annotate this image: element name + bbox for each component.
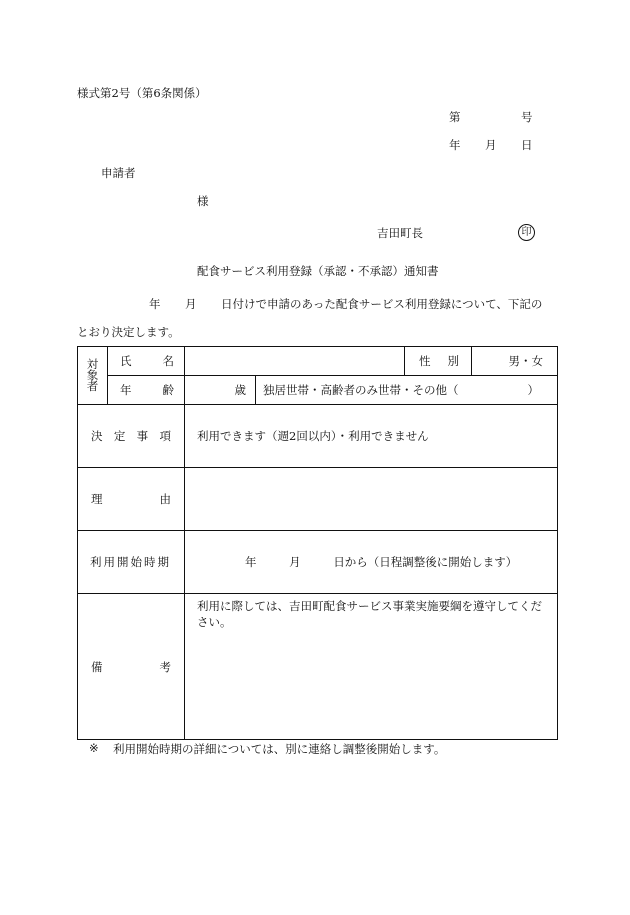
body-text-line2: とおり決定します。 [77,325,180,339]
seal-mark: 印 [518,224,535,241]
subject-label-text: 対象者 [86,357,99,393]
document-title: 配食サービス利用登録（承認・不承認）通知書 [197,264,439,278]
remarks-label [78,594,185,740]
remarks-text: 利用に際しては、吉田町配食サービス事業実施要綱を遵守してください。 [197,599,542,629]
start-label-text: 利用開始時期 [90,555,171,569]
start-year: 年 [245,555,257,569]
footnote-mark: ※ [89,741,99,755]
age-unit: 歳 [234,383,246,397]
start-month: 月 [289,555,301,569]
remarks-field[interactable] [185,594,558,740]
body-text-line1: 日付けで申請のあった配食サービス利用登録について、下記の [221,297,543,311]
subject-label [78,347,108,405]
gender-label [405,347,472,376]
decision-label-3: 事 [136,429,149,443]
decision-label-4: 項 [159,429,171,443]
name-field[interactable] [185,347,405,376]
body-year: 年 [149,297,161,311]
decision-value[interactable] [185,405,558,468]
reason-label-1: 理 [91,492,103,506]
date-year: 年 [449,138,461,152]
gender-label-2: 別 [447,354,459,368]
decision-value-text: 利用できます（週2回以内）・利用できません [197,429,429,443]
gender-options[interactable]: 男・女 [472,347,558,376]
date-month: 月 [485,138,497,152]
applicant-label: 申請者 [101,166,136,180]
decision-label-2: 定 [113,429,126,443]
age-label [108,376,185,405]
household-options: 独居世帯・高齢者のみ世帯・その他（ [263,383,459,397]
household-close: ） [527,383,539,397]
name-label-2: 名 [162,354,174,368]
remarks-label-2: 考 [159,659,171,674]
reason-label [78,468,185,531]
start-text: 日から（日程調整後に開始します） [333,555,518,569]
remarks-label-1: 備 [91,659,103,674]
age-label-1: 年 [120,383,132,397]
form-number: 様式第2号（第6条関係） [77,86,207,100]
start-field[interactable] [185,531,558,594]
gender-label-1: 性 [419,354,431,368]
issuer-name: 吉田町長 [377,226,423,240]
body-month: 月 [185,297,197,311]
honorific: 様 [197,194,209,208]
name-label-1: 氏 [120,354,132,368]
reason-field[interactable] [185,468,558,531]
name-label [108,347,185,376]
decision-label-1: 決 [91,429,103,443]
doc-number-suffix: 号 [521,110,533,124]
notice-table [77,346,558,740]
age-label-2: 齢 [162,383,174,397]
date-day: 日 [521,138,533,152]
household-field[interactable] [256,376,558,405]
doc-number-prefix: 第 [449,110,461,124]
decision-label [78,405,185,468]
start-label [78,531,185,594]
reason-label-2: 由 [159,492,171,506]
footnote-text: 利用開始時期の詳細については、別に連絡し調整後開始します。 [113,742,446,756]
age-field[interactable] [185,376,256,405]
